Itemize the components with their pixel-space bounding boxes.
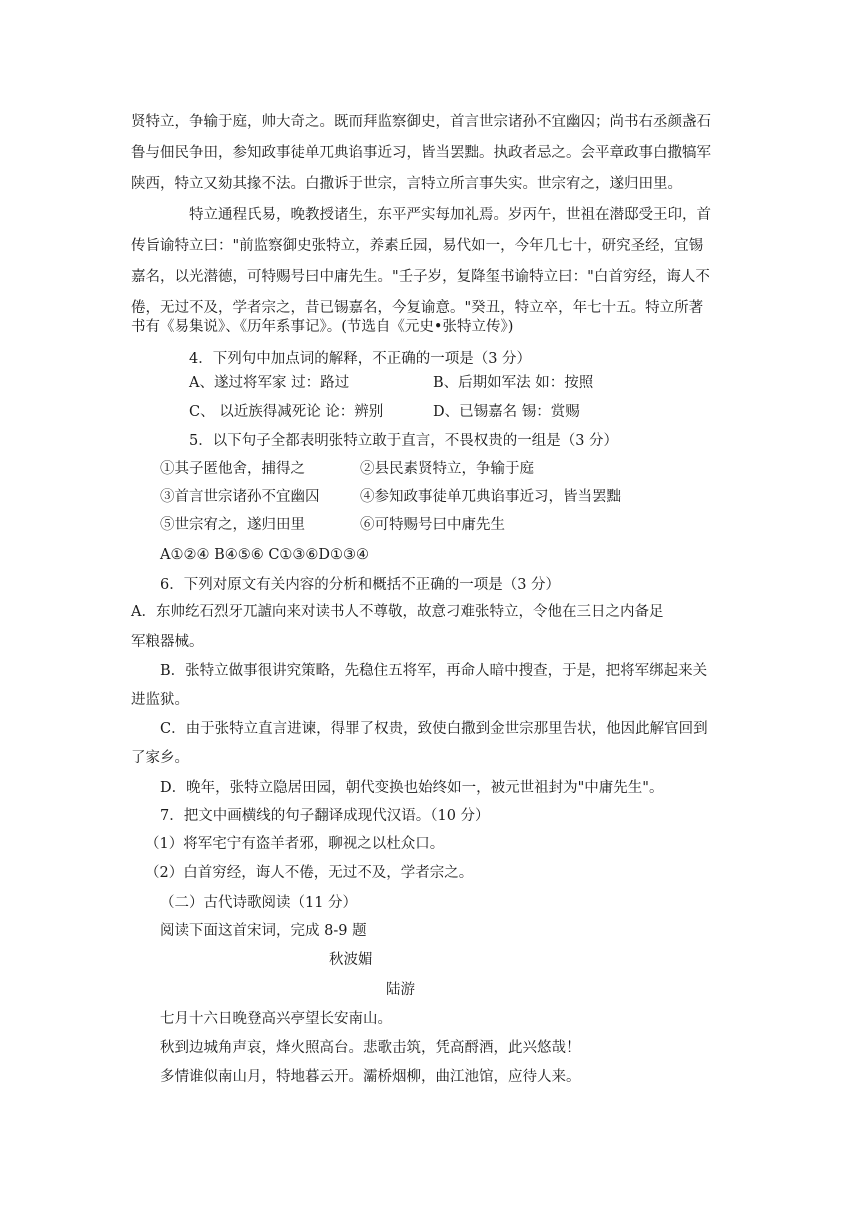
passage-line: 贤特立，争输于庭，帅大奇之。既而拜监察御史，首言世宗诸孙不宜幽囚；尚书右丞颜盏石: [131, 114, 711, 130]
question-5-item-1: ①其子匿他舍，捕得之: [160, 461, 305, 477]
poem-instruction: 阅读下面这首宋词，完成 8-9 题: [160, 923, 367, 939]
question-6-option-a: A．东帅纥石烈牙兀謯向来对读书人不尊敬，故意刁难张特立，令他在三日之内备足: [131, 604, 664, 620]
question-4-option-d: D、已锡嘉名 锡：赏赐: [433, 404, 580, 420]
poem-line: 多情谁似南山月，特地暮云开。灞桥烟柳，曲江池馆，应待人来。: [160, 1069, 581, 1085]
passage-line: 特立通程氏易，晚教授诸生，东平严实每加礼焉。岁丙午，世祖在潜邸受王印，首: [189, 207, 711, 223]
question-5-stem: 5．以下句子全都表明张特立敢于直言，不畏权贵的一组是（3 分）: [189, 433, 619, 449]
passage-line: 倦，无过不及，学者宗之，昔已锡嘉名，今复谕意。"癸丑，特立卒，年七十五。特立所著: [131, 300, 704, 316]
question-7-sentence-2: （2）白首穷经，诲人不倦，无过不及，学者宗之。: [145, 865, 474, 881]
question-6-option-b: B．张特立做事很讲究策略，先稳住五将军，再命人暗中搜查，于是，把将军绑起来关: [160, 663, 708, 679]
passage-line: 嘉名，以光潜德，可特赐号曰中庸先生。"壬子岁，复降玺书谕特立曰："白首穷经，诲人不: [131, 269, 710, 285]
question-5-item-3: ③首言世宗诸孙不宜幽囚: [160, 489, 320, 505]
question-4-stem: 4．下列句中加点词的解释，不正确的一项是（3 分）: [189, 351, 532, 367]
question-6-stem: 6．下列对原文有关内容的分析和概括不正确的一项是（3 分）: [160, 577, 561, 593]
question-5-item-6: ⑥可特赐号曰中庸先生: [360, 517, 505, 533]
question-4-option-b: B、后期如军法 如：按照: [433, 375, 594, 391]
question-5-item-2: ②县民素贤特立，争输于庭: [360, 461, 534, 477]
question-7-sentence-1: （1）将军宅宁有盗羊者邪，聊视之以杜众口。: [145, 836, 445, 852]
section-heading: （二）古代诗歌阅读（11 分）: [160, 895, 358, 911]
passage-line: 鲁与佃民争田，参知政事徒单兀典谄事近习，皆当罢黜。执政者忌之。会平章政事白撒犒军: [131, 145, 711, 161]
poem-author: 陆游: [386, 982, 415, 998]
question-6-option-d: D．晚年，张特立隐居田园，朝代变换也始终如一，被元世祖封为"中庸先生"。: [160, 780, 664, 796]
passage-line: 传旨谕特立曰："前监察御史张特立，养素丘园，易代如一，今年几七十，研究圣经，宜锡: [131, 238, 704, 254]
question-6-option-b-cont: 进监狱。: [131, 692, 189, 708]
passage-line: 陕西，特立又劾其掾不法。白撒诉于世宗，言特立所言事失实。世宗宥之，遂归田里。: [131, 176, 682, 192]
question-4-option-a: A、遂过将军家 过：路过: [189, 375, 350, 391]
question-7-stem: 7．把文中画横线的句子翻译成现代汉语。（10 分）: [160, 808, 490, 824]
question-4-option-c: C、 以近族得减死论 论：辨别: [189, 404, 384, 420]
question-6-option-c: C．由于张特立直言进谏，得罪了权贵，致使白撒到金世宗那里告状，他因此解官回到: [160, 721, 708, 737]
poem-title: 秋波媚: [329, 952, 373, 968]
question-5-item-5: ⑤世宗宥之，遂归田里: [160, 517, 305, 533]
poem-line: 秋到边城角声哀，烽火照高台。悲歌击筑，凭高酹酒，此兴悠哉！: [160, 1040, 581, 1056]
poem-preface: 七月十六日晚登高兴亭望长安南山。: [160, 1011, 392, 1027]
question-5-item-4: ④参知政事徒单兀典谄事近习，皆当罢黜: [360, 489, 621, 505]
question-6-option-c-cont: 了家乡。: [131, 750, 189, 766]
question-6-option-a-cont: 军粮器械。: [131, 634, 204, 650]
passage-line: 书有《易集说》、《历年系事记》。(节选自《元史•张特立传》): [131, 319, 514, 335]
question-5-options: A①②④ B④⑤⑥ C①③⑥D①③④: [160, 547, 370, 563]
